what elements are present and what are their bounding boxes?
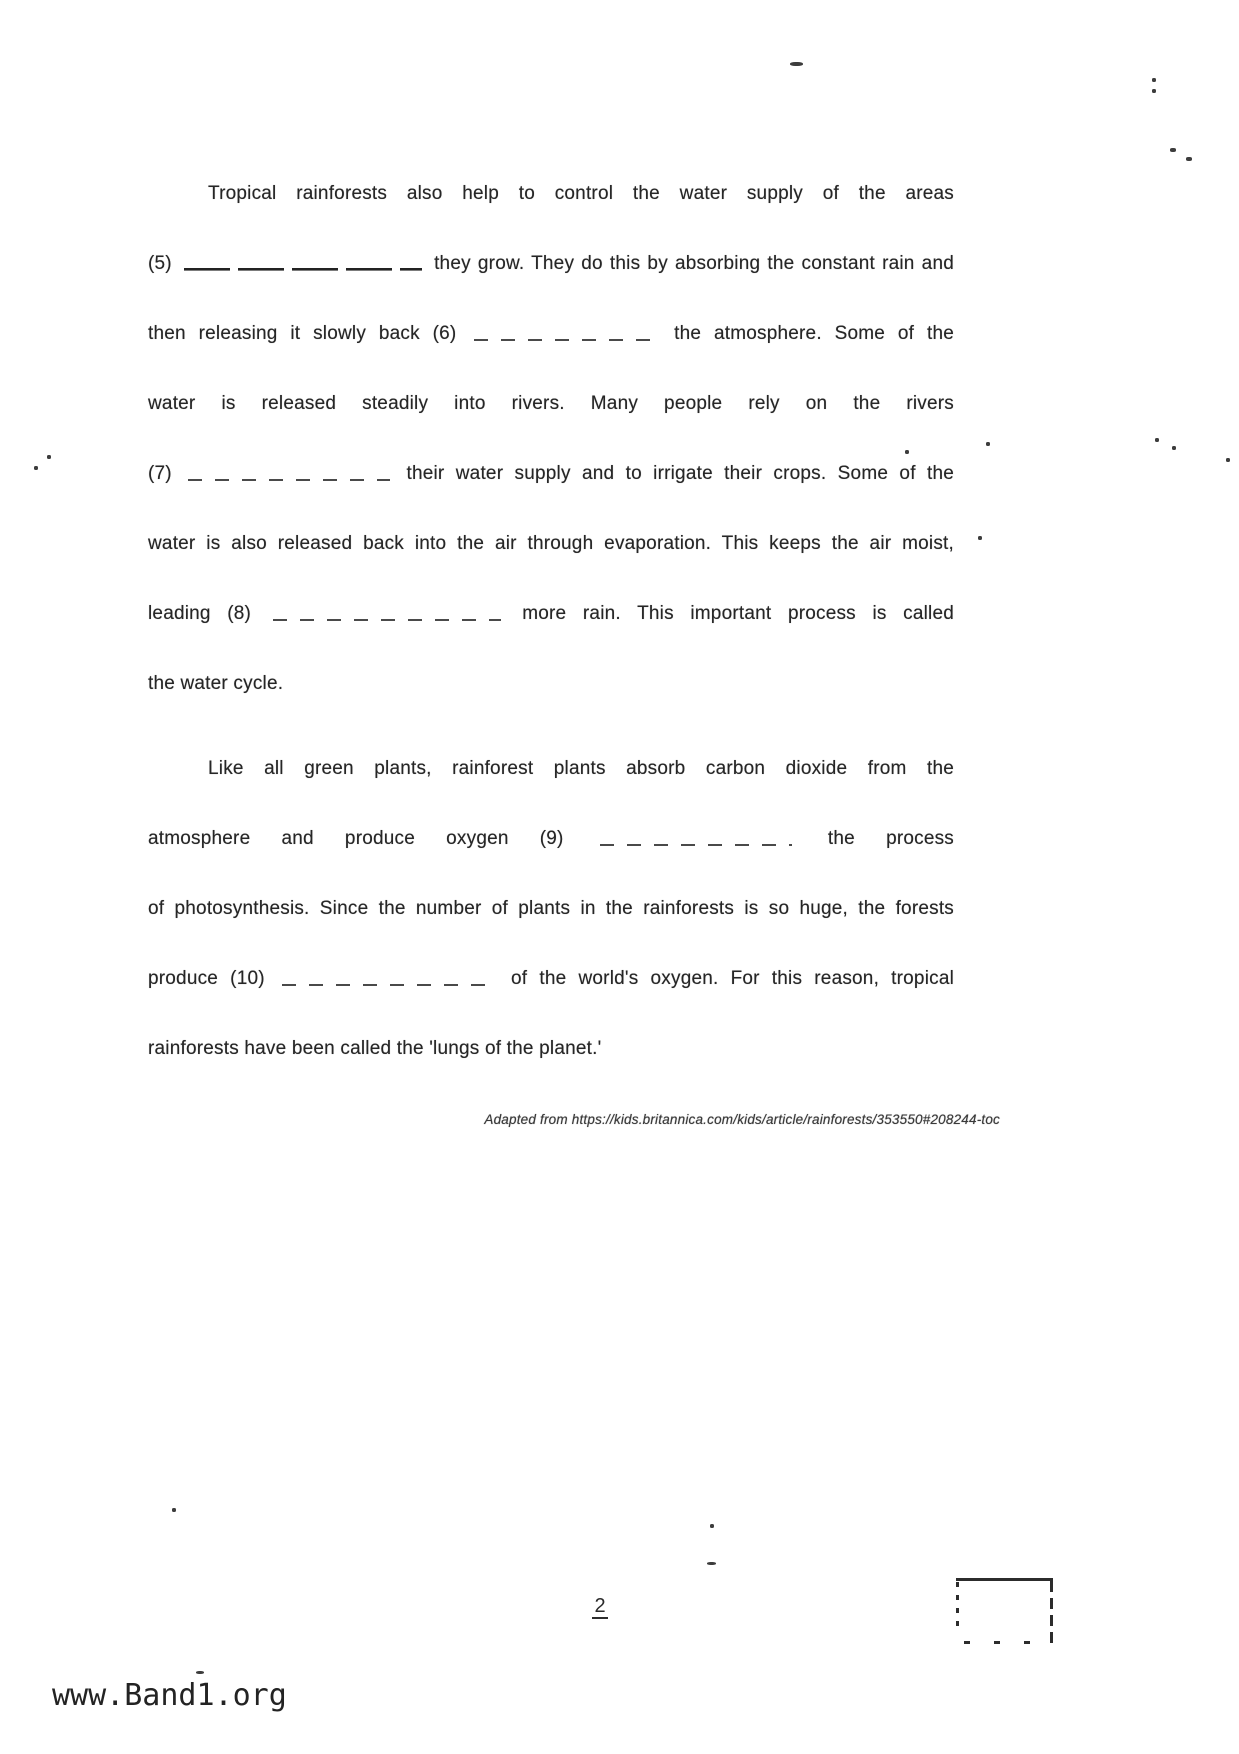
- score-box-left-edge: [956, 1582, 959, 1628]
- blank-label-5: (5): [148, 253, 172, 274]
- passage-line: [148, 673, 954, 743]
- passage-line-text: Tropical rainforests also help to control the water supply of the areas: [208, 183, 954, 204]
- passage-line: [148, 463, 954, 533]
- scan-speck: [986, 442, 990, 446]
- score-box-top-edge: [956, 1578, 1053, 1581]
- scan-speck: [1226, 458, 1230, 462]
- scan-speck: [34, 466, 38, 470]
- passage-line-text: more rain. This important process is called: [522, 603, 954, 624]
- cloze-passage: [148, 183, 1000, 1127]
- scan-speck: [1170, 148, 1176, 152]
- page-number: 2: [594, 1595, 606, 1617]
- answer-blank-10[interactable]: [282, 971, 494, 986]
- blank-label-6: then releasing it slowly back (6): [148, 323, 457, 344]
- passage-line: [148, 393, 954, 463]
- scan-speck: [790, 62, 803, 66]
- passage-line-text: Like all green plants, rainforest plants absorb carbon dioxide from the: [208, 758, 954, 779]
- scan-speck: [47, 455, 51, 459]
- score-box-right-edge: [1050, 1581, 1053, 1643]
- answer-blank-8[interactable]: [273, 606, 501, 621]
- passage-line-text: they grow. They do this by absorbing the constant rain and: [434, 253, 954, 274]
- scan-speck: [196, 1671, 204, 1674]
- passage-line: [148, 603, 954, 673]
- passage-line: [148, 758, 954, 828]
- passage-line: [148, 323, 954, 393]
- passage-line: [148, 183, 954, 253]
- scan-speck: [172, 1508, 176, 1512]
- answer-blank-7[interactable]: [188, 466, 390, 481]
- blank-label-9: atmosphere and produce oxygen (9): [148, 828, 564, 849]
- passage-line-text: the process: [827, 828, 954, 849]
- passage-line: [148, 1038, 954, 1108]
- passage-line: [148, 898, 954, 968]
- passage-line: [148, 533, 954, 603]
- passage-line-text: water is also released back into the air through evaporation. This keeps the air moist,: [148, 533, 954, 554]
- scan-speck: [905, 450, 909, 454]
- scan-speck: [1155, 438, 1159, 442]
- passage-line-text: rainforests have been called the 'lungs of the planet.': [148, 1038, 602, 1059]
- scan-speck: [978, 536, 982, 540]
- passage-line: [148, 968, 954, 1038]
- source-citation: Adapted from https://kids.britannica.com/kids/article/rainforests/353550#208244-toc: [484, 1112, 1000, 1127]
- passage-line-text: water is released steadily into rivers. Many people rely on the rivers: [148, 393, 954, 414]
- score-box: [956, 1578, 1053, 1644]
- watermark: www.Band1.org: [52, 1678, 287, 1713]
- scan-speck: [707, 1562, 716, 1565]
- scan-speck: [1172, 446, 1176, 450]
- passage-line-text: of the world's oxygen. For this reason, tropical: [511, 968, 955, 989]
- passage-line-text: of photosynthesis. Since the number of plants in the rainforests is so huge, the forests: [148, 898, 954, 919]
- blank-label-7: (7): [148, 463, 172, 484]
- score-box-bottom-edge: [964, 1641, 1043, 1644]
- scan-speck: [1186, 157, 1192, 161]
- passage-line-text: the atmosphere. Some of the: [674, 323, 954, 344]
- answer-blank-9[interactable]: [600, 831, 792, 846]
- passage-line-text: the water cycle.: [148, 673, 284, 694]
- blank-label-10: produce (10): [148, 968, 265, 989]
- blank-label-8: leading (8): [148, 603, 252, 624]
- scan-speck: [1152, 89, 1156, 93]
- answer-blank-5[interactable]: [184, 256, 422, 271]
- scan-speck: [710, 1524, 714, 1528]
- passage-line: [148, 253, 954, 323]
- answer-blank-6[interactable]: [474, 326, 656, 341]
- passage-line: [148, 828, 954, 898]
- scan-speck: [1152, 78, 1156, 82]
- passage-line-text: their water supply and to irrigate their crops. Some of the: [406, 463, 955, 484]
